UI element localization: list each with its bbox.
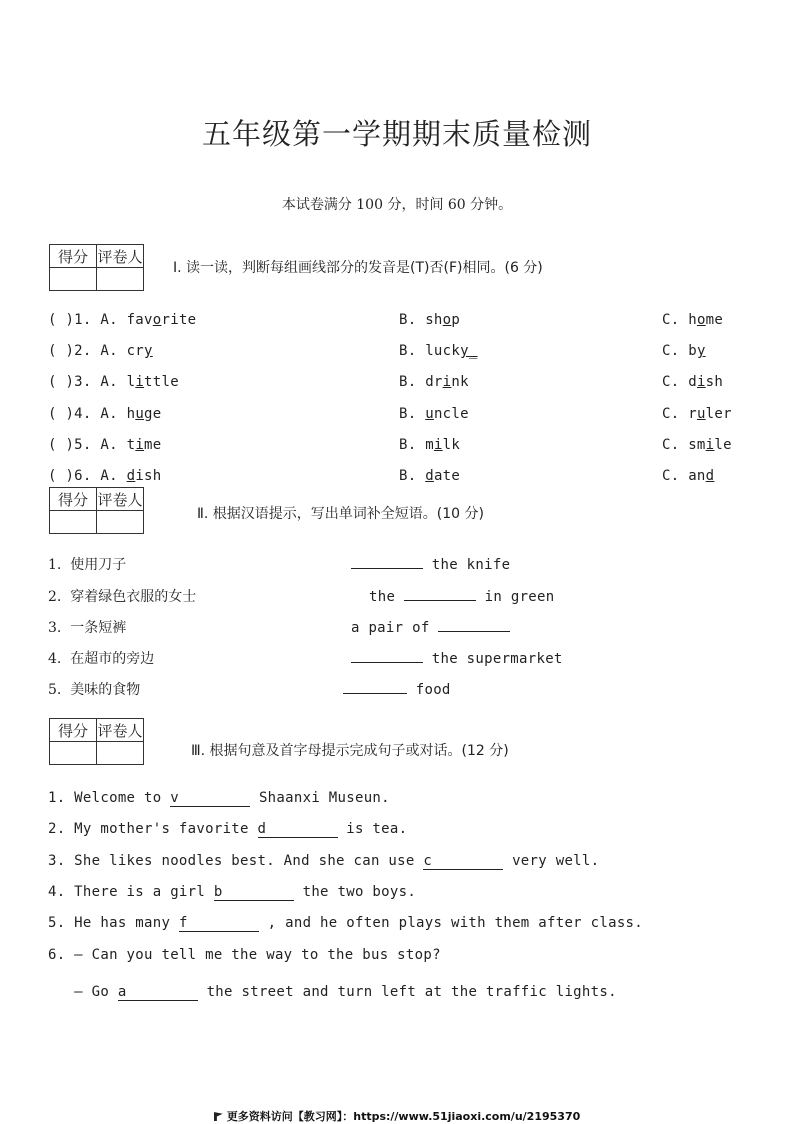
phrase-3: 3. 一条短裤 — [48, 620, 127, 636]
underlined-part: i — [442, 374, 452, 390]
option-label: B. — [399, 468, 417, 484]
word-part: an — [688, 468, 706, 484]
word-part: ate — [433, 468, 461, 484]
word-part: sh — [425, 312, 443, 328]
underlined-part: o — [442, 312, 452, 328]
question-6-a — [48, 468, 162, 484]
question-2-a — [48, 343, 153, 359]
answer-blank[interactable] — [118, 984, 198, 1001]
question-3-a — [48, 374, 179, 390]
underlined-part: y_ — [460, 343, 478, 359]
sentence-2 — [48, 821, 407, 838]
section-1-heading: Ⅰ. 读一读，判断每组画线部分的发音是(T)否(F)相同。(6 分) — [173, 260, 543, 276]
sentence-3 — [48, 853, 599, 870]
question-5-a — [48, 437, 162, 453]
section-2-heading: Ⅱ. 根据汉语提示，写出单词补全短语。(10 分) — [197, 506, 484, 522]
word-part: t — [126, 437, 136, 453]
underlined-part: o — [152, 312, 162, 328]
option-c-word — [688, 374, 723, 390]
flag-icon — [214, 1112, 223, 1121]
option-a-word — [127, 374, 179, 390]
word-part: fav — [126, 312, 153, 328]
question-2-b — [399, 343, 478, 359]
phrase-2-answer: the in green — [369, 589, 555, 605]
question-number[interactable]: ( )3. A. — [48, 374, 118, 390]
word-part: dr — [425, 374, 443, 390]
option-a-word — [127, 312, 197, 328]
phrase-1: 1. 使用刀子 — [48, 557, 127, 573]
sentence-text: the street and turn left at the traffic lights. — [206, 984, 617, 1000]
answer-blank[interactable] — [170, 790, 250, 807]
grader-cell[interactable] — [97, 511, 144, 534]
word-part: nk — [451, 374, 469, 390]
question-3-c — [662, 374, 723, 390]
word-part: ttle — [144, 374, 179, 390]
underlined-part: d — [705, 468, 715, 484]
option-a-word — [127, 468, 162, 484]
answer-blank[interactable] — [423, 853, 503, 870]
score-cell[interactable] — [50, 511, 97, 534]
question-3-b — [399, 374, 469, 390]
underlined-part: y — [144, 343, 153, 359]
question-4-c — [662, 406, 732, 422]
option-b-word — [425, 468, 460, 484]
word-part: sm — [688, 437, 706, 453]
answer-blank[interactable] — [179, 915, 259, 932]
question-6-b — [399, 468, 460, 484]
option-a-word — [127, 437, 162, 453]
word-part: r — [688, 406, 697, 422]
score-label: 得分 — [50, 245, 97, 268]
word-part: m — [425, 437, 434, 453]
section-3-heading: Ⅲ. 根据句意及首字母提示完成句子或对话。(12 分) — [191, 743, 509, 759]
sentence-text: 4. There is a girl — [48, 884, 206, 900]
option-label: C. — [662, 468, 680, 484]
option-label: C. — [662, 312, 680, 328]
sentence-text: 2. My mother's favorite — [48, 821, 249, 837]
option-label: B. — [399, 343, 417, 359]
option-c-word — [688, 437, 732, 453]
footer-link[interactable]: 更多资料访问【教习网】：https://www.51jiaoxi.com/u/2195370 — [226, 1110, 581, 1123]
phrase-5-answer: food — [343, 680, 451, 698]
underlined-part: i — [135, 374, 145, 390]
underlined-part: o — [696, 312, 706, 328]
underlined-part: u — [135, 406, 145, 422]
option-b-word — [425, 406, 469, 422]
grader-label: 评卷人 — [97, 488, 144, 511]
underlined-part: i — [433, 437, 443, 453]
option-c-word — [688, 468, 714, 484]
phrase-2: 2. 穿着绿色衣服的女士 — [48, 589, 197, 605]
option-c-word — [688, 343, 705, 359]
question-number[interactable]: ( )4. A. — [48, 406, 118, 422]
word-part: luck — [425, 343, 461, 359]
answer-blank[interactable] — [438, 618, 510, 632]
answer-blank[interactable] — [343, 680, 407, 694]
underlined-part: y — [696, 343, 706, 359]
score-label: 得分 — [50, 488, 97, 511]
word-part: b — [688, 343, 697, 359]
underlined-part: u — [696, 406, 706, 422]
sentence-text: the two boys. — [302, 884, 417, 900]
hint-letter: v — [170, 790, 179, 806]
sentence-text: , and he often plays with them after class. — [267, 915, 644, 931]
answer-blank[interactable] — [214, 884, 294, 901]
option-b-word — [425, 374, 469, 390]
word-part: p — [451, 312, 461, 328]
phrase-1-answer: the knife — [351, 555, 510, 573]
answer-blank[interactable] — [404, 587, 476, 601]
sentence-text: 3. She likes noodles best. And she can use — [48, 853, 415, 869]
question-1-b — [399, 312, 460, 328]
sentence-text: — Go — [48, 984, 110, 1000]
underlined-part: i — [135, 437, 145, 453]
option-a-word — [127, 343, 153, 359]
option-b-word — [425, 437, 460, 453]
option-c-word — [688, 406, 732, 422]
question-6-c — [662, 468, 714, 484]
underlined-part: i — [696, 374, 706, 390]
score-cell[interactable] — [50, 268, 97, 291]
score-box-1 — [49, 244, 144, 291]
question-number[interactable]: ( )1. A. — [48, 312, 118, 328]
sentence-text: 5. He has many — [48, 915, 171, 931]
question-4-a — [48, 406, 162, 422]
option-b-word — [425, 312, 460, 328]
hint-letter: a — [117, 984, 127, 1000]
option-c-word — [688, 312, 723, 328]
sentence-6 — [48, 947, 441, 963]
exam-info: 本试卷满分 100 分，时间 60 分钟。 — [281, 197, 513, 213]
word-part: h — [126, 406, 136, 422]
word-part: cr — [126, 343, 145, 359]
question-number[interactable]: ( )6. A. — [48, 468, 118, 484]
sentence-text: very well. — [512, 853, 600, 869]
grader-cell[interactable] — [97, 268, 144, 291]
underlined-part: d — [425, 468, 434, 484]
score-box-3 — [49, 718, 144, 765]
sentence-text: is tea. — [346, 821, 408, 837]
option-label: B. — [399, 437, 417, 453]
sentence-text: 1. Welcome to — [48, 790, 162, 806]
question-number[interactable]: ( )2. A. — [48, 343, 118, 359]
word-part: rite — [161, 312, 197, 328]
question-2-c — [662, 343, 706, 359]
option-label: C. — [662, 374, 680, 390]
grader-label: 评卷人 — [97, 245, 144, 268]
answer-blank[interactable] — [258, 821, 338, 838]
option-label: B. — [399, 312, 417, 328]
hint-letter: b — [213, 884, 223, 900]
word-part: sh — [705, 374, 724, 390]
word-part: ncle — [433, 406, 469, 422]
hint-letter: f — [178, 915, 188, 931]
word-part: ler — [705, 406, 732, 422]
sentence-text: Shaanxi Museun. — [258, 790, 390, 806]
sentence-5 — [48, 915, 643, 932]
hint-letter: d — [257, 821, 267, 837]
option-label: C. — [662, 343, 680, 359]
underlined-part: d — [126, 468, 136, 484]
word-part: d — [688, 374, 697, 390]
phrase-4-answer: the supermarket — [351, 649, 563, 667]
sentence-text: 6. — Can you tell me the way to the bus stop? — [48, 947, 441, 963]
grader-cell[interactable] — [97, 742, 144, 765]
word-part: le — [714, 437, 732, 453]
question-4-b — [399, 406, 469, 422]
sentence-7 — [48, 984, 617, 1001]
option-a-word — [127, 406, 162, 422]
option-label: C. — [662, 406, 680, 422]
word-part: lk — [442, 437, 461, 453]
footer — [0, 1108, 794, 1124]
word-part: me — [144, 437, 162, 453]
question-number[interactable]: ( )5. A. — [48, 437, 118, 453]
sentence-4 — [48, 884, 416, 901]
question-1-c — [662, 312, 723, 328]
option-label: B. — [399, 374, 417, 390]
question-5-c — [662, 437, 732, 453]
answer-blank[interactable] — [351, 555, 423, 569]
grader-label: 评卷人 — [97, 719, 144, 742]
word-part: ge — [144, 406, 162, 422]
word-part: h — [688, 312, 697, 328]
option-label: C. — [662, 437, 680, 453]
phrase-5: 5. 美味的食物 — [48, 682, 141, 698]
question-1-a — [48, 312, 196, 328]
phrase-4: 4. 在超市的旁边 — [48, 651, 155, 667]
phrase-3-answer: a pair of — [351, 618, 510, 636]
score-label: 得分 — [50, 719, 97, 742]
hint-letter: c — [423, 853, 433, 869]
score-cell[interactable] — [50, 742, 97, 765]
option-b-word — [425, 343, 477, 359]
page-title: 五年级第一学期期末质量检测 — [201, 117, 592, 151]
word-part: ish — [135, 468, 162, 484]
underlined-part: u — [425, 406, 434, 422]
score-box-2 — [49, 487, 144, 534]
word-part: me — [705, 312, 724, 328]
underlined-part: i — [705, 437, 715, 453]
sentence-1 — [48, 790, 390, 807]
word-part: l — [126, 374, 136, 390]
question-5-b — [399, 437, 460, 453]
answer-blank[interactable] — [351, 649, 423, 663]
option-label: B. — [399, 406, 417, 422]
